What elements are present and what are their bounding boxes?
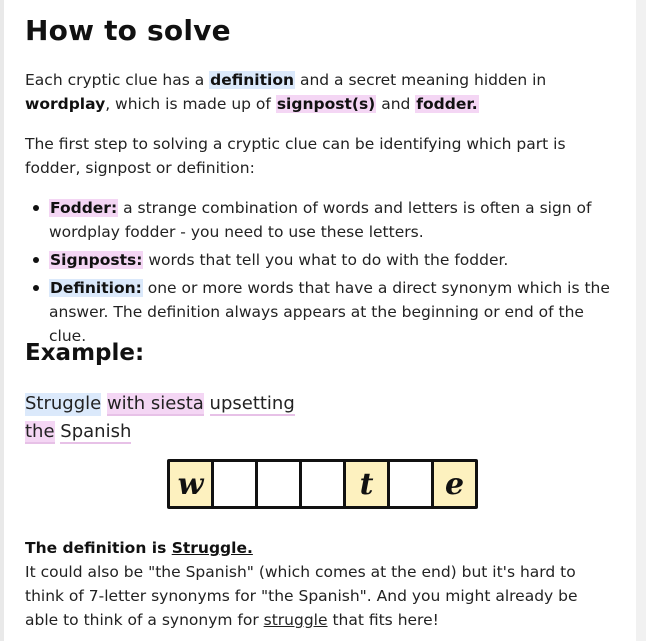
first-step-paragraph: The first step to solving a cryptic clue can be identifying which part is fodder, signpost or definition: <box>25 135 566 177</box>
intro-paragraph <box>25 68 615 116</box>
term-list <box>25 196 615 352</box>
list-term: Fodder: <box>50 199 118 217</box>
grid-cell[interactable]: t <box>346 462 387 506</box>
explanation-def-word: Struggle. <box>171 539 253 557</box>
struggle-link[interactable]: struggle <box>263 611 328 629</box>
list-item-signposts <box>25 248 615 272</box>
grid-cell[interactable] <box>214 462 255 506</box>
intro-text-4: and <box>376 95 416 113</box>
clue-word-signpost: Spanish <box>60 421 132 442</box>
grid-cell[interactable]: w <box>170 462 211 506</box>
answer-grid <box>167 459 478 509</box>
fodder-term: fodder. <box>416 95 478 113</box>
intro-text-2: and a secret meaning hidden in <box>295 71 547 89</box>
list-text: words that tell you what to do with the fodder. <box>143 251 509 269</box>
list-text: a strange combination of words and letters is often a sign of wordplay fodder - you need to use these letters. <box>49 199 592 241</box>
clue-word-fodder: with siesta <box>106 393 204 414</box>
grid-cell[interactable] <box>302 462 343 506</box>
list-item-fodder <box>25 196 615 244</box>
explanation-text-1: It could also be "the Spanish" (which comes at the end) but it's hard to think of 7-letter synonyms for "the Spanish". And you might already be able to think of a synonym for <box>25 563 578 629</box>
intro-text-3: , which is made up of <box>105 95 276 113</box>
explanation-paragraph <box>25 536 615 632</box>
list-term: Definition: <box>50 279 142 297</box>
clue-word-definition: Struggle <box>25 393 102 414</box>
clue-word-fodder: the <box>25 421 55 442</box>
wordplay-term: wordplay <box>25 95 106 113</box>
example-clue <box>25 390 325 446</box>
example-heading: Example: <box>25 340 145 366</box>
grid-cell[interactable] <box>258 462 299 506</box>
scrollbar-track[interactable] <box>636 0 646 641</box>
list-item-definition <box>25 276 615 348</box>
explanation-text-2: that fits here! <box>327 611 439 629</box>
clue-word-signpost: upsetting <box>209 393 295 414</box>
definition-term: definition <box>210 71 295 89</box>
page-title: How to solve <box>25 14 231 47</box>
list-term: Signposts: <box>50 251 143 269</box>
list-text: one or more words that have a direct synonym which is the answer. The definition always appears at the beginning or end of the clue. <box>49 279 610 345</box>
grid-cell[interactable]: e <box>434 462 475 506</box>
intro-text-1: Each cryptic clue has a <box>25 71 210 89</box>
signposts-term: signpost(s) <box>276 95 376 113</box>
grid-cell[interactable] <box>390 462 431 506</box>
explanation-lead: The definition is <box>25 539 172 557</box>
